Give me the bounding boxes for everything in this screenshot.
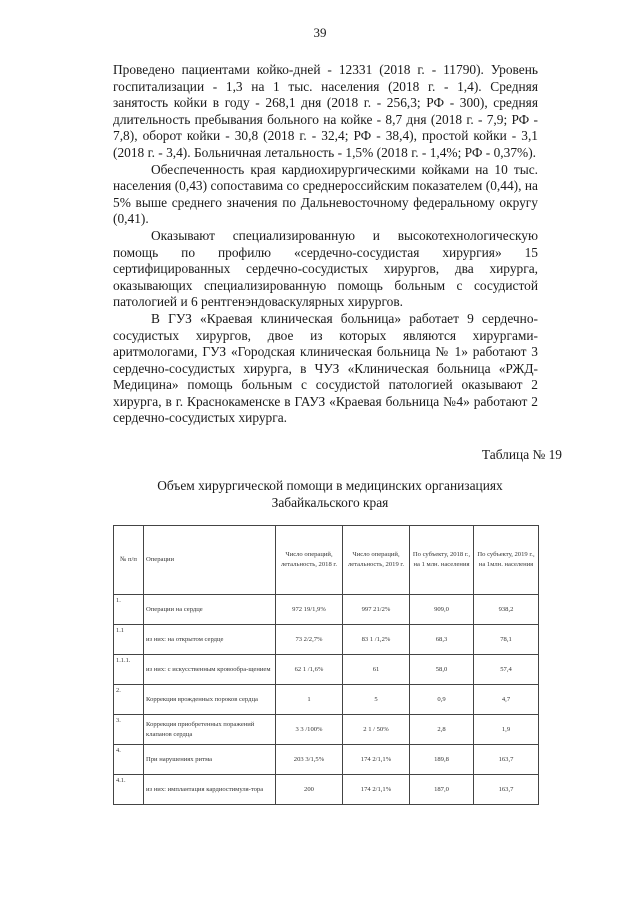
row-operation: из них: имплантация кардиостимуля-тора [144,775,276,805]
table-title-line1: Объем хирургической помощи в медицинских организациях [157,478,503,493]
row-operation: из них: с искусственным кровообра-щением [144,655,276,685]
paragraph-2: Обеспеченность края кардиохирургическими койками на 10 тыс. населения (0,43) сопоставима со среднероссийским показателем (0,44), на 5% выше среднего значения по Дальневосточному федеральному округу (0,41). [113,161,538,227]
row-num: 4. [114,745,144,775]
row-per-mln-2018: 909,0 [410,595,474,625]
row-num: 1.1 [114,625,144,655]
table-title-line2: Забайкальского края [271,494,389,510]
row-2019: 997 21/2% [343,595,410,625]
row-per-mln-2018: 189,8 [410,745,474,775]
table-header-row [114,526,539,595]
row-2019: 2 1 / 50% [343,715,410,745]
table-row [114,745,539,775]
header-num: № п/п [114,526,144,595]
row-2019: 61 [343,655,410,685]
row-2018: 972 19/1,9% [276,595,343,625]
page-number: 39 [313,25,327,40]
row-operation: Коррекция врожденных пороков сердца [144,685,276,715]
row-operation: из них: на открытом сердце [144,625,276,655]
row-per-mln-2019: 938,2 [474,595,539,625]
row-num: 4.1. [114,775,144,805]
paragraph-3: Оказывают специализированную и высокотехнологическую помощь по профилю «сердечно-сосудистая хирургия» 15 сертифицированных сердечно-сосудистых хирургов, два хирурга, оказывающих специализированную помощь больным с сосудистой патологией и 6 рентгенэндоваскулярных хирургов. [113,227,538,310]
row-2018: 73 2/2,7% [276,625,343,655]
row-per-mln-2018: 187,0 [410,775,474,805]
paragraph-1: Проведено пациентами койко-дней - 12331 (2018 г. - 11790). Уровень госпитализации - 1,3 на 1 тыс. населения (2018 г. - 1,4). Средняя занятость койки в году - 268,1 дня (2018 г. - 256,3; РФ - 300), средняя длительность пребывания больного на койке - 8,7 дня (2018 г. - 7,9; РФ - 7,8), оборот койки - 30,8 (2018 г. - 32,4; РФ - 38,4), простой койки - 3,1 (2018 г. - 3,4). Больничная летальность - 1,5% (2018 г. - 1,4%; РФ - 0,37%). [113,62,538,160]
table-row [114,685,539,715]
row-num: 1.1.1. [114,655,144,685]
surgery-volume-table [113,525,539,805]
table-row [114,655,539,685]
table-row [114,625,539,655]
row-2018: 203 3/1,5% [276,745,343,775]
table-row [114,595,539,625]
row-per-mln-2019: 163,7 [474,775,539,805]
table-row [114,775,539,805]
row-per-mln-2019: 78,1 [474,625,539,655]
row-per-mln-2018: 2,8 [410,715,474,745]
row-operation: Операции на сердце [144,595,276,625]
row-per-mln-2019: 57,4 [474,655,539,685]
row-per-mln-2018: 68,3 [410,625,474,655]
header-operation: Операции [144,526,276,595]
row-operation: Коррекция приобретенных поражений клапанов сердца [144,715,276,745]
table-row [114,715,539,745]
row-2019: 5 [343,685,410,715]
row-2018: 200 [276,775,343,805]
header-count-2019: Число операций, летальность, 2019 г. [343,526,410,595]
row-num: 1. [114,595,144,625]
header-count-2018: Число операций, летальность, 2018 г. [276,526,343,595]
header-per-mln-2018: По субъекту, 2018 г., на 1 млн. населения [410,526,474,595]
row-2019: 83 1 /1,2% [343,625,410,655]
paragraph-4: В ГУЗ «Краевая клиническая больница» работает 9 сердечно-сосудистых хирургов, двое из которых являются хирургами-аритмологами, ГУЗ «Городская клиническая больница № 1» работают 3 сердечно-сосудистых хирурга, в ЧУЗ «Клиническая больница «РЖД-Медицина» помощь больным с сосудистой патологией оказывают 2 хирурга, в г. Краснокаменске в ГАУЗ «Краевая больница №4» работают 2 сердечно-сосудистых хирурга. [113,310,538,426]
row-operation: При нарушениях ритма [144,745,276,775]
row-2019: 174 2/1,1% [343,775,410,805]
row-num: 3. [114,715,144,745]
row-2019: 174 2/1,1% [343,745,410,775]
table-number: Таблица № 19 [481,447,562,462]
row-per-mln-2018: 0,9 [410,685,474,715]
row-2018: 62 1 /1,6% [276,655,343,685]
table-title [130,478,530,512]
row-per-mln-2019: 4,7 [474,685,539,715]
header-per-mln-2019: По субъекту, 2019 г., на 1млн. населения [474,526,539,595]
row-per-mln-2019: 1,9 [474,715,539,745]
row-2018: 1 [276,685,343,715]
row-per-mln-2018: 58,0 [410,655,474,685]
row-num: 2. [114,685,144,715]
row-2018: 3 3 /100% [276,715,343,745]
body-text [113,62,538,427]
row-per-mln-2019: 163,7 [474,745,539,775]
